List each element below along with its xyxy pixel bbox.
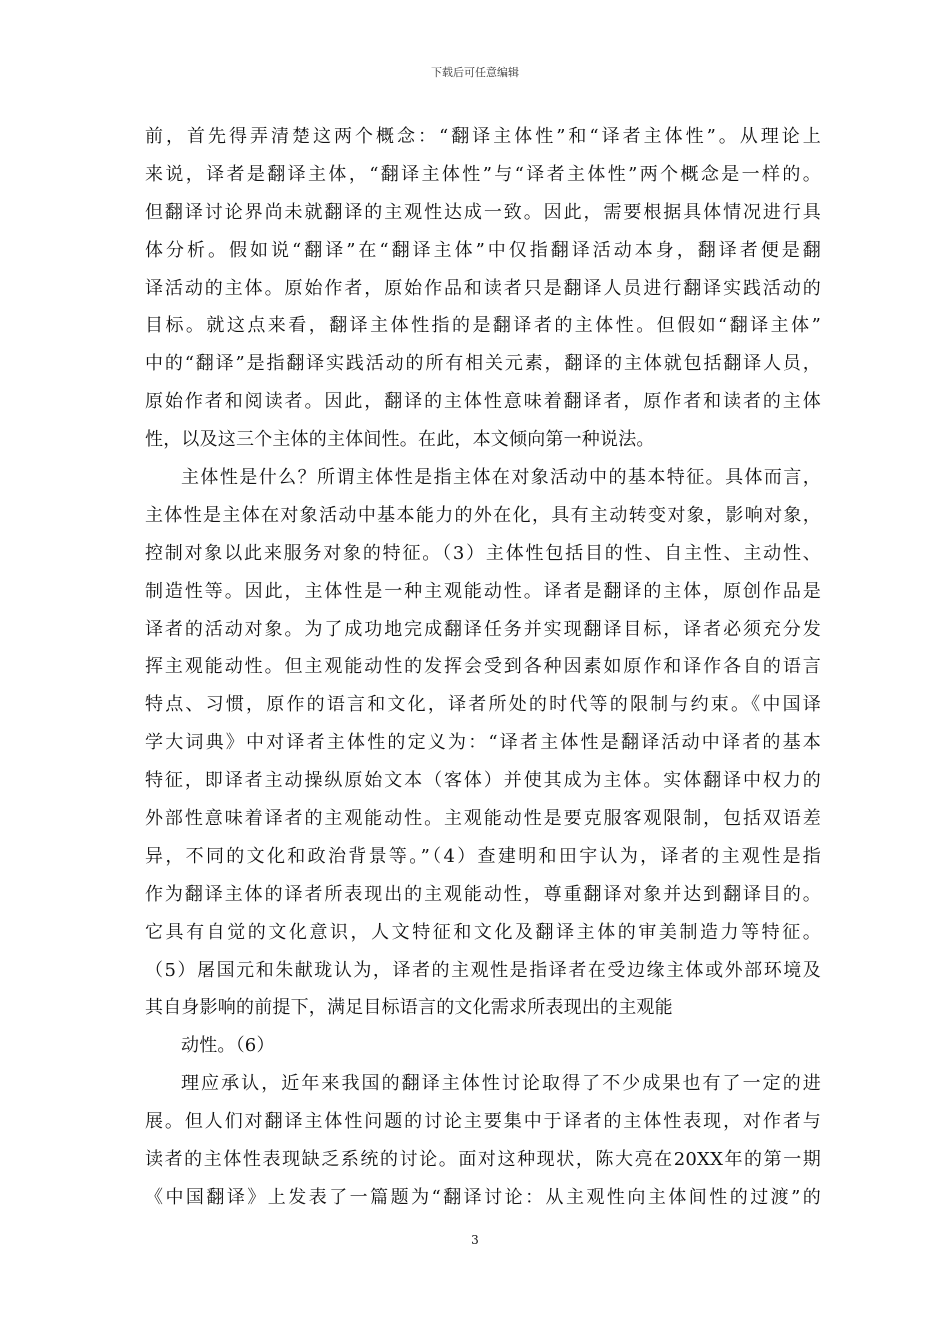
page-header: 下载后可任意编辑 <box>431 66 519 79</box>
text-line: 性，以及这三个主体的主体间性。在此，本文倾向第一种说法。 <box>145 429 655 451</box>
text-line: 译活动的主体。原始作者，原始作品和读者只是翻译人员进行翻译实践活动的 <box>145 277 821 299</box>
text-line: 来说，译者是翻译主体，“翻译主体性”与“译者主体性”两个概念是一样的。 <box>145 163 821 185</box>
text-line: 学大词典》中对译者主体性的定义为：“译者主体性是翻译活动中译者的基本 <box>145 732 821 754</box>
text-line: 外部性意味着译者的主观能动性。主观能动性是要克服客观限制，包括双语差 <box>145 808 821 830</box>
text-line: 制造性等。因此，主体性是一种主观能动性。译者是翻译的主体，原创作品是 <box>145 580 821 602</box>
page-number: 3 <box>471 1233 479 1247</box>
text-line: （5）屠国元和朱献珑认为，译者的主观性是指译者在受边缘主体或外部环境及 <box>145 959 821 981</box>
text-line: 理应承认，近年来我国的翻译主体性讨论取得了不少成果也有了一定的进 <box>181 1073 821 1095</box>
text-line: 作为翻译主体的译者所表现出的主观能动性，尊重翻译对象并达到翻译目的。 <box>145 883 821 905</box>
text-line: 它具有自觉的文化意识，人文特征和文化及翻译主体的审美制造力等特征。 <box>145 921 821 943</box>
text-line: 译者的活动对象。为了成功地完成翻译任务并实现翻译目标，译者必须充分发 <box>145 618 821 640</box>
text-line: 控制对象以此来服务对象的特征。（3）主体性包括目的性、自主性、主动性、 <box>145 542 821 564</box>
text-line: 但翻译讨论界尚未就翻译的主观性达成一致。因此，需要根据具体情况进行具 <box>145 201 821 223</box>
text-line: 前，首先得弄清楚这两个概念：“翻译主体性”和“译者主体性”。从理论上 <box>145 126 821 147</box>
text-line: 中的“翻译”是指翻译实践活动的所有相关元素，翻译的主体就包括翻译人员， <box>145 353 821 375</box>
text-line: 原始作者和阅读者。因此，翻译的主体性意味着翻译者，原作者和读者的主体 <box>145 391 821 413</box>
text-line: 主体性是什么？所谓主体性是指主体在对象活动中的基本特征。具体而言， <box>181 467 821 489</box>
text-line: 异，不同的文化和政治背景等。”（4）查建明和田宇认为，译者的主观性是指 <box>145 845 821 867</box>
text-line: 动性。（6） <box>181 1035 275 1057</box>
text-line: 主体性是主体在对象活动中基本能力的外在化，具有主动转变对象，影响对象， <box>145 504 821 526</box>
text-line: 特点、习惯，原作的语言和文化，译者所处的时代等的限制与约束。《中国译 <box>145 694 821 716</box>
body-text <box>145 118 821 1217</box>
text-line: 体分析。假如说“翻译”在“翻译主体”中仅指翻译活动本身，翻译者便是翻 <box>145 239 821 261</box>
text-line: 目标。就这点来看，翻译主体性指的是翻译者的主体性。但假如“翻译主体” <box>145 315 821 337</box>
text-line: 特征，即译者主动操纵原始文本（客体）并使其成为主体。实体翻译中权力的 <box>145 770 821 792</box>
text-line: 《中国翻译》上发表了一篇题为“翻译讨论：从主观性向主体间性的过渡”的 <box>145 1186 821 1208</box>
text-line: 其自身影响的前提下，满足目标语言的文化需求所表现出的主观能 <box>145 997 673 1019</box>
text-line: 读者的主体性表现缺乏系统的讨论。面对这种现状，陈大亮在20XX年的第一期 <box>145 1149 821 1171</box>
text-line: 挥主观能动性。但主观能动性的发挥会受到各种因素如原作和译作各自的语言 <box>145 656 821 678</box>
text-line: 展。但人们对翻译主体性问题的讨论主要集中于译者的主体性表现，对作者与 <box>145 1111 821 1133</box>
